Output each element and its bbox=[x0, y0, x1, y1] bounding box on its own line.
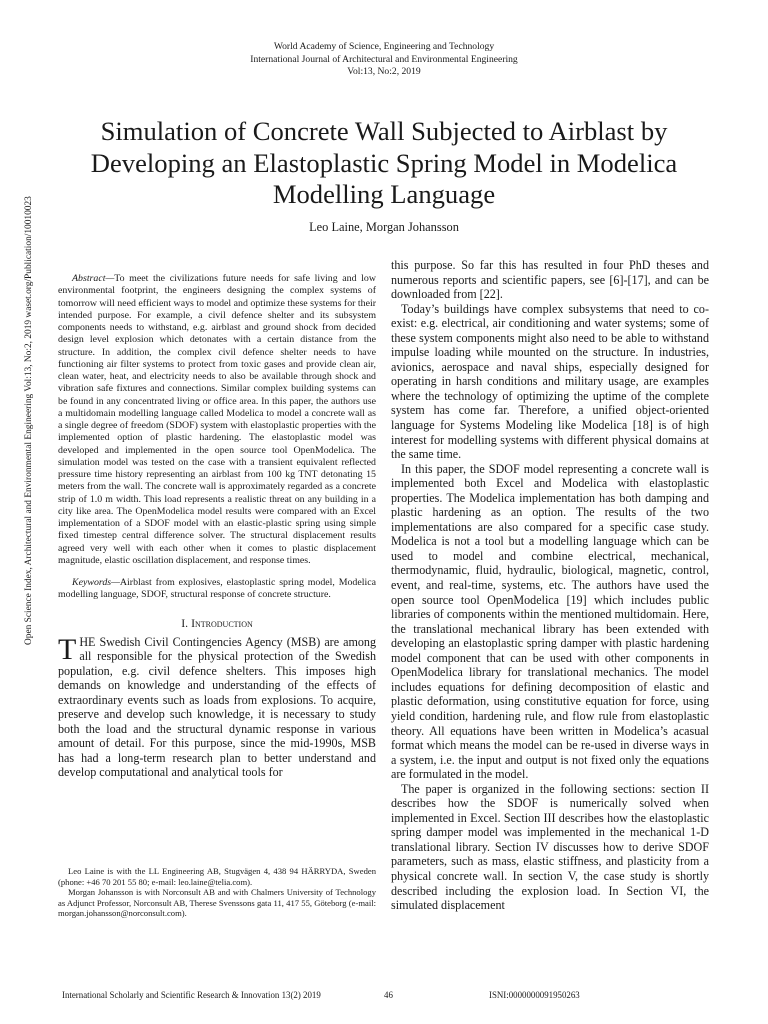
left-column bbox=[58, 273, 376, 780]
section-heading bbox=[58, 616, 376, 631]
header-line-3: Vol:13, No:2, 2019 bbox=[347, 66, 421, 78]
footer-publisher: International Scholarly and Scientific Research & Innovation 13(2) 2019 bbox=[62, 990, 321, 1000]
paragraph-organization: The paper is organized in the following sections: section II describes how the SDOF is numerically solved when implemented in Excel. Section III describes how the elastoplastic spring damper model was implemented in the mechanical 1-D translational library. Section IV discusses how to derive SDOF parameters, such as mass, elastic stiffness, and plasticity from a physical concrete wall. In section V, the case study is shortly described including the explosion load. In Section VI, the simulated displacement bbox=[391, 781, 709, 913]
paragraph-sdof-model: In this paper, the SDOF model representing a concrete wall is implemented both Excel and Modelica with elastoplastic properties. The Modelica implementation has both damping and plastic hardening as an option. The results of the two implementations are also compared for a specific case study. Modelica is not a tool but a modelling language which can be used to model and combine electrical, mechanical, thermodynamic, fluid, hydraulic, biological, magnetic, control, event, and real-time, systems, etc. The authors have used the open source tool OpenModelica [19] which includes public libraries of components within the mentioned multidomain. Here, the translational mechanical library has been extended with developing an elastoplastic spring damper with plastic hardening model component that can be used with other components in OpenModelica library for translational mechanics. The model includes equations for defining decomposition of elastic and plastic deformation, using constitutive equation for force, using yield condition, hardening rule, and flow rule from elastoplastic theory. All equations have been written in Modelica’s acasual format which means the model can be re-used in diverse ways in a system, i.e. the input and output is not fixed only the equations are formulated in the model. bbox=[391, 461, 709, 782]
author-list: Leo Laine, Morgan Johansson bbox=[309, 220, 459, 234]
paper-title: Simulation of Concrete Wall Subjected to Airblast by Developing an Elastoplastic Spring Model in Modelica Modelling Language bbox=[90, 116, 678, 209]
abstract bbox=[58, 273, 376, 567]
footnote-2: Morgan Johansson is with Norconsult AB and with Chalmers University of Technology as Adjunct Professor, Norconsult AB, Therese Svenssons gata 11, 417 55, Göteborg (e-mail: morgan.johansson@norconsult.com). bbox=[58, 887, 376, 919]
keywords-label: Keywords— bbox=[72, 577, 120, 588]
paragraph-subsystems: Today’s buildings have complex subsystems that need to co-exist: e.g. electrical, air conditioning and water systems; some of these system components might also need to be able to withstand impulse loading while mounted on the structure. In industries, avionics, aerospace and naval ships, especially designed for operating in harsh conditions and military usage, are examples where the technology of optimizing the uptime of the complete system has come far. Therefore, a unified object-oriented language for Systems Modeling like Modelica [18] is of high interest for modelling systems with different physical domains at the same time. bbox=[391, 301, 709, 462]
drop-cap: T bbox=[58, 632, 77, 666]
introduction-paragraph bbox=[58, 632, 376, 780]
side-margin-text: Open Science Index, Architectural and Environmental Engineering Vol:13, No:2, 2019 waset.org/Publication/10010023 bbox=[24, 196, 34, 645]
keywords-text: Airblast from explosives, elastoplastic spring model, Modelica modelling language, SDOF, structural response of concrete structure. bbox=[58, 577, 376, 601]
footnote-1: Leo Laine is with the LL Engineering AB, Stugvägen 4, 438 94 HÄRRYDA, Sweden (phone: +46 70 201 55 80; e-mail: leo.laine@telia.com). bbox=[58, 866, 376, 887]
section-number: I. bbox=[181, 615, 189, 630]
side-margin-note bbox=[23, 196, 36, 645]
header-line-1: World Academy of Science, Engineering and Technology bbox=[273, 41, 495, 52]
keywords bbox=[58, 577, 376, 602]
abstract-text: To meet the civilizations future needs for safe living and low environmental footprint, the engineers designing the complex systems of tomorrow will need efficient ways to model and optimize these systems for their intended purpose. For example, a civil defence shelter and its subsystem components needs to withstand, e.g. airblast and ground shock from decided design level explosion which detonates with a certain distance from the structure. In addition, the complex civil defence shelter needs to have functioning air filter systems to protect from toxic gases and provide clean air, clean water, heat, and electricity needs to also be available through shock and vibration safe fixtures and connections. Similar complex building systems can be found in any concentrated living or office area. In this paper, the authors use a multidomain modelling language called Modelica to model a concrete wall as a single degree of freedom (SDOF) system with elastoplastic properties with the implemented option of plastic hardening. The elastoplastic model was developed and implemented in the open source tool OpenModelica. The simulation model was tested on the case with a transient equivalent reflected pressure time history representing an airblast from 100 kg TNT detonating 15 meters from the wall. The concrete wall is approximately regarded as a concrete strip of 1.0 m width. This load represents a realistic threat on any building in a city like area. The OpenModelica model results were compared with an Excel implementation of a SDOF model with an elastic-plastic spring using simple fixed timestep central difference solver. The structural displacement results agreed very well with each other when it comes to plastic displacement magnitude, elastic oscillation displacement, and response times. bbox=[58, 273, 376, 566]
journal-header bbox=[0, 41, 768, 79]
header-line-2: International Journal of Architectural and Environmental Engineering bbox=[250, 53, 518, 65]
page-number: 46 bbox=[384, 990, 393, 1000]
abstract-label: Abstract— bbox=[72, 273, 115, 284]
section-title: Introduction bbox=[191, 615, 253, 630]
introduction-text: HE Swedish Civil Contingencies Agency (MSB) are among all responsible for the physical protection of the Swedish population, e.g. civil defence shelters. This imposes high demands on knowledge and understanding of the effects of extraordinary events such as loads from explosions. To acquire, preserve and develop such knowledge, it is necessary to study both the load and the structural dynamic response in various amount of detail. For this purpose, since the mid-1990s, MSB has had a long-term research plan to better understand and develop computational and analytical tools for bbox=[58, 634, 376, 780]
footer-isni: ISNI:0000000091950263 bbox=[489, 990, 580, 1000]
right-column bbox=[391, 258, 709, 913]
footnotes bbox=[58, 866, 376, 919]
paragraph-continued: this purpose. So far this has resulted in four PhD theses and numerous reports and scientific papers, see [6]-[17], and can be downloaded from [22]. bbox=[391, 258, 709, 302]
